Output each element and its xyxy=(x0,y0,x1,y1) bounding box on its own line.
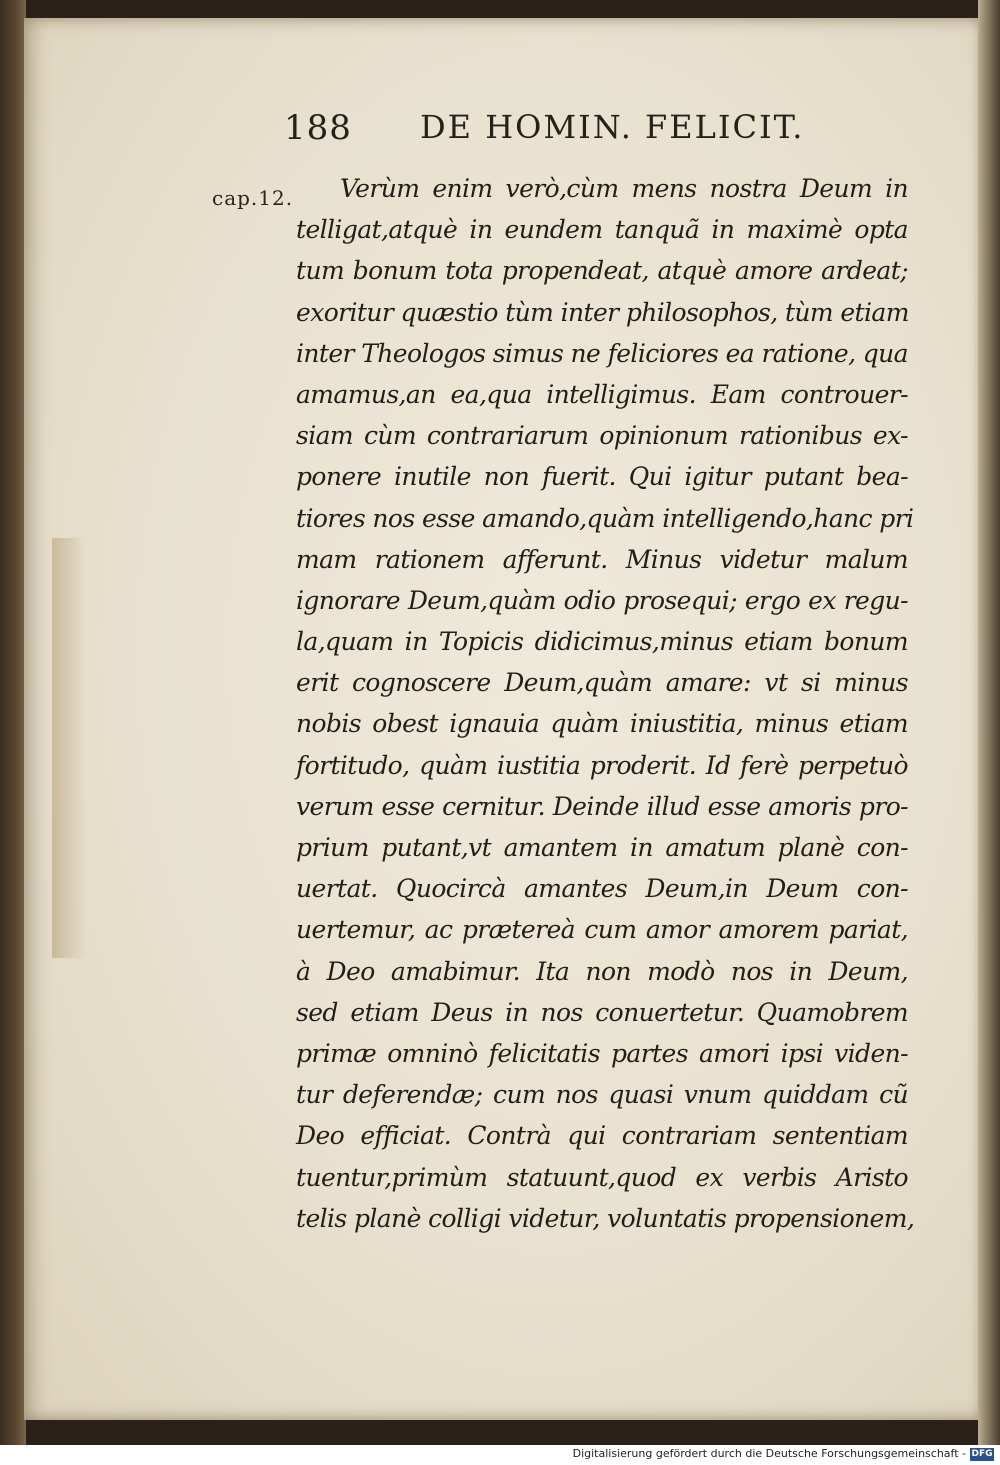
text-line: verum esse cernitur. Deinde illud esse amoris pro- xyxy=(296,791,908,821)
page-number: 188 xyxy=(284,108,352,148)
text-line: tur deferendæ; cum nos quasi vnum quiddam cũ xyxy=(296,1080,908,1110)
text-line: tuentur,primùm statuunt,quod ex verbis Aristo xyxy=(296,1162,908,1192)
text-line: exoritur quæstio tùm inter philosophos, tùm etiam xyxy=(296,297,909,327)
running-title: DE HOMIN. FELICIT. xyxy=(420,108,805,146)
text-line: tum bonum tota propendeat, atquè amore ardeat; xyxy=(296,256,908,286)
text-line: nobis obest ignauia quàm iniustitia, minus etiam xyxy=(296,709,908,739)
text-line: Verùm enim verò,cùm mens nostra Deum in xyxy=(340,174,908,203)
page-edge xyxy=(978,0,1000,1445)
text-line: uertemur, ac prætereà cum amor amorem pariat, xyxy=(296,915,908,945)
footer-bar xyxy=(0,1445,1000,1465)
text-line: telis planè colligi videtur, voluntatis propensionem, xyxy=(296,1203,915,1233)
text-line: primæ omninò felicitatis partes amori ipsi viden- xyxy=(296,1038,908,1068)
page-header xyxy=(0,108,1000,158)
text-line: siam cùm contrariarum opinionum rationibus ex- xyxy=(296,421,908,451)
text-line: Deo efficiat. Contrà qui contrariam sententiam xyxy=(296,1121,908,1151)
text-line: uertat. Quocircà amantes Deum,in Deum con- xyxy=(296,874,908,904)
text-line: ponere inutile non fuerit. Qui igitur putant bea- xyxy=(296,462,908,492)
body-text xyxy=(296,168,915,1239)
text-line: telligat,atquè in eundem tanquã in maximè opta xyxy=(296,215,908,245)
text-line: tiores nos esse amando,quàm intelligendo,hanc pri xyxy=(296,503,914,533)
text-line: amamus,an ea,qua intelligimus. Eam controuer- xyxy=(296,379,908,409)
text-line: la,quam in Topicis didicimus,minus etiam bonum xyxy=(296,627,908,657)
text-line: erit cognoscere Deum,quàm amare: vt si minus xyxy=(296,668,908,698)
book-spine xyxy=(0,0,26,1445)
text-line: mam rationem afferunt. Minus videtur malum xyxy=(296,544,908,574)
paper-stain xyxy=(52,538,86,958)
text-line: inter Theologos simus ne feliciores ea ratione, qua xyxy=(296,338,908,368)
text-line: fortitudo, quàm iustitia proderit. Id ferè perpetuò xyxy=(296,750,908,780)
text-line: prium putant,vt amantem in amatum planè con- xyxy=(296,833,908,862)
text-line: à Deo amabimur. Ita non modò nos in Deum, xyxy=(296,956,908,986)
text-line: sed etiam Deus in nos conuertetur. Quamobrem xyxy=(296,997,908,1027)
margin-note: cap.12. xyxy=(212,186,294,210)
dfg-logo: DFG xyxy=(971,1449,993,1459)
text-line: ignorare Deum,quàm odio prosequi; ergo ex regu- xyxy=(296,585,908,615)
funding-credit: Digitalisierung gefördert durch die Deutsche Forschungsgemeinschaft - xyxy=(572,1447,966,1460)
